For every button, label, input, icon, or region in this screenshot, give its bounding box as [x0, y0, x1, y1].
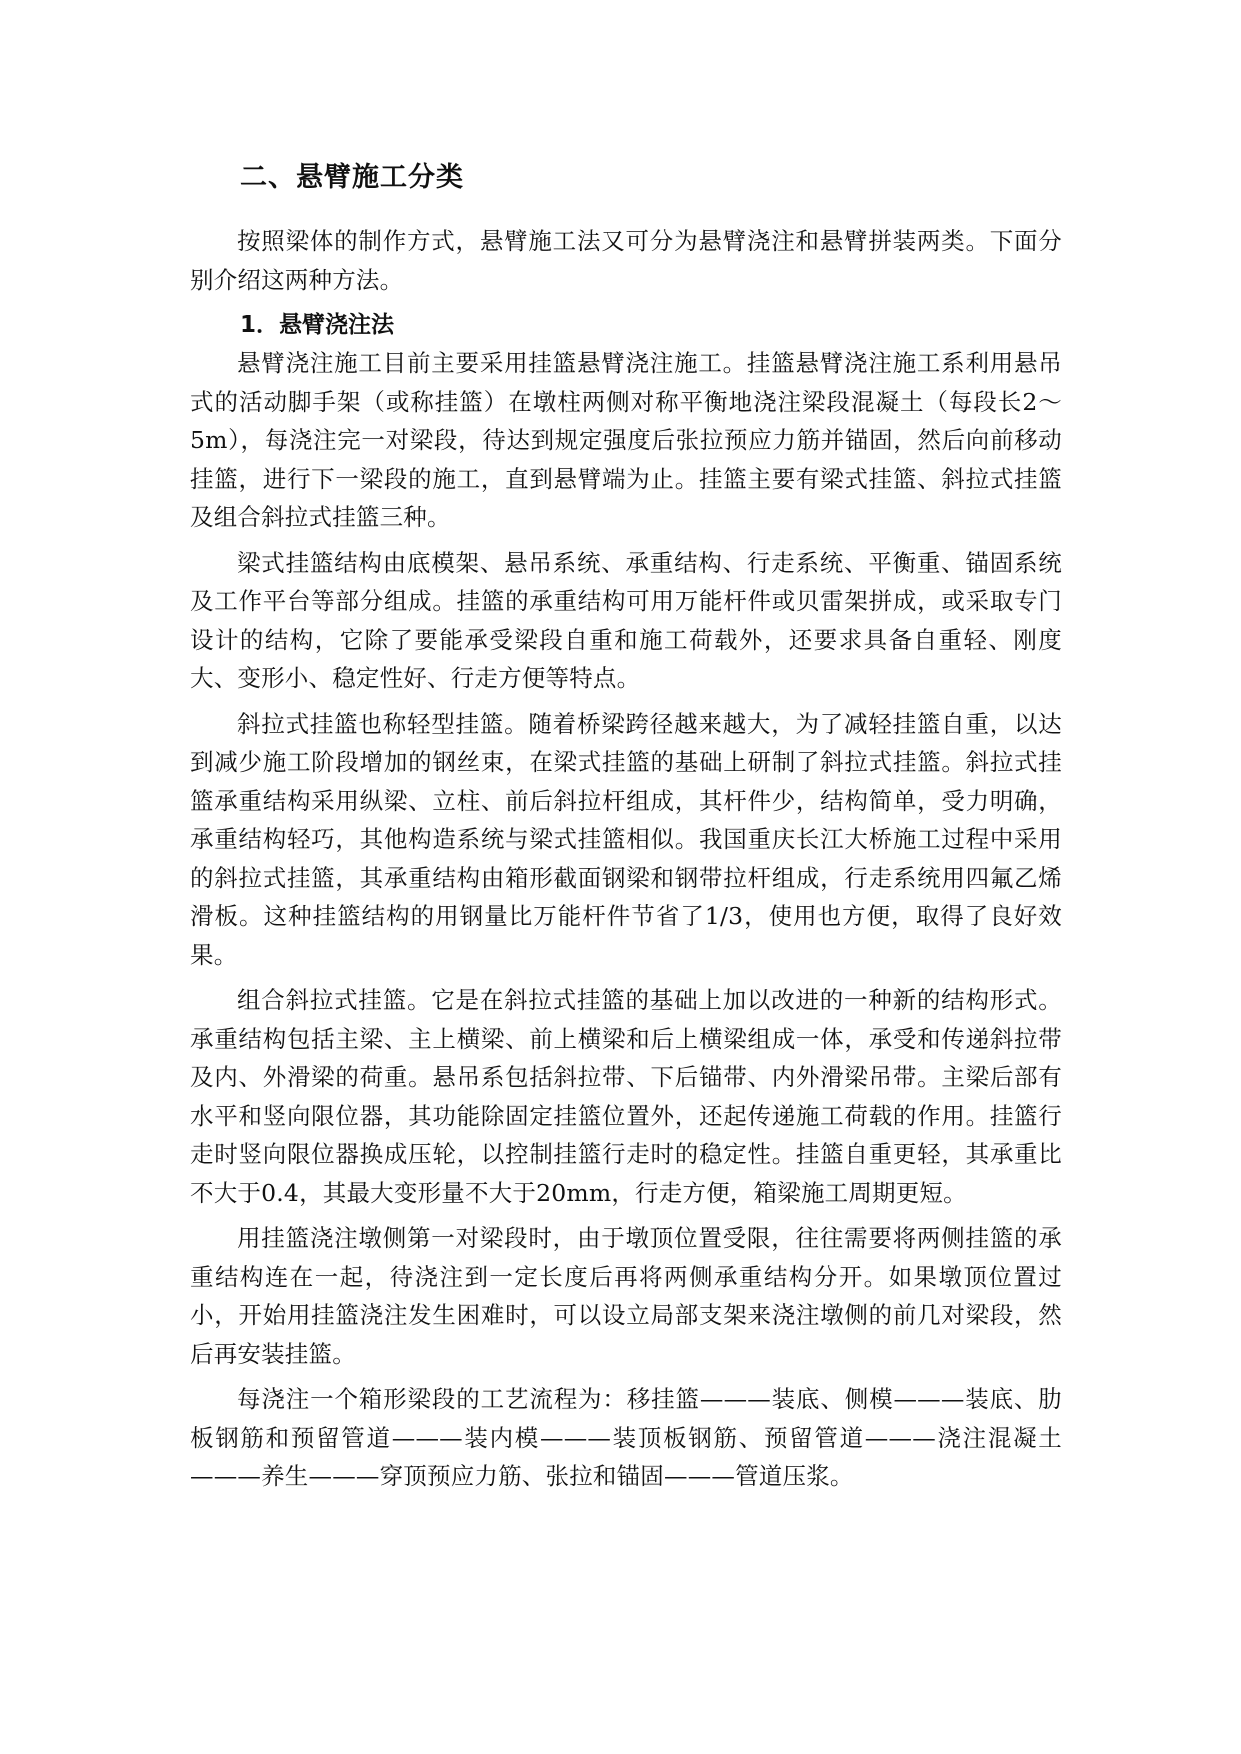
subsection-title: 1．悬臂浇注法 [240, 312, 395, 338]
paragraph-combined-basket: 组合斜拉式挂篮。它是在斜拉式挂篮的基础上加以改进的一种新的结构形式。承重结构包括主梁、主上横梁、前上横梁和后上横梁组成一体，承受和传递斜拉带及内、外滑梁的荷重。悬吊系包括斜拉带、下后锚带、内外滑梁吊带。主梁后部有水平和竖向限位器，其功能除固定挂篮位置外，还起传递施工荷载的作用。挂篮行走时竖向限位器换成压轮，以控制挂篮行走时的稳定性。挂篮自重更轻，其承重比不大于0.4，其最大变形量不大于20mm，行走方便，箱梁施工周期更短。 [190, 986, 1062, 1207]
paragraph-process-flow: 每浇注一个箱形梁段的工艺流程为：移挂篮———装底、侧模———装底、肋板钢筋和预留管道———装内模———装顶板钢筋、预留管道———浇注混凝土———养生———穿顶预应力筋、张拉和锚固———管道压浆。 [190, 1385, 1062, 1490]
intro-paragraph: 按照梁体的制作方式，悬臂施工法又可分为悬臂浇注和悬臂拼装两类。下面分别介绍这两种方法。 [190, 227, 1062, 294]
paragraph-cantilever-casting: 悬臂浇注施工目前主要采用挂篮悬臂浇注施工。挂篮悬臂浇注施工系利用悬吊式的活动脚手架（或称挂篮）在墩柱两侧对称平衡地浇注梁段混凝土（每段长2～5m），每浇注完一对梁段，待达到规定强度后张拉预应力筋并锚固，然后向前移动挂篮，进行下一梁段的施工，直到悬臂端为止。挂篮主要有梁式挂篮、斜拉式挂篮及组合斜拉式挂篮三种。 [190, 349, 1062, 531]
paragraph-cable-stayed-basket: 斜拉式挂篮也称轻型挂篮。随着桥梁跨径越来越大，为了减轻挂篮自重，以达到减少施工阶段增加的钢丝束，在梁式挂篮的基础上研制了斜拉式挂篮。斜拉式挂篮承重结构采用纵梁、立柱、前后斜拉杆组成，其杆件少，结构简单，受力明确，承重结构轻巧，其他构造系统与梁式挂篮相似。我国重庆长江大桥施工过程中采用的斜拉式挂篮，其承重结构由箱形截面钢梁和钢带拉杆组成，行走系统用四氟乙烯滑板。这种挂篮结构的用钢量比万能杆件节省了1/3，使用也方便，取得了良好效果。 [190, 709, 1062, 969]
section-title: 二、悬臂施工分类 [240, 162, 464, 193]
paragraph-first-segment: 用挂篮浇注墩侧第一对梁段时，由于墩顶位置受限，往往需要将两侧挂篮的承重结构连在一起，待浇注到一定长度后再将两侧承重结构分开。如果墩顶位置过小，开始用挂篮浇注发生困难时，可以设立局部支架来浇注墩侧的前几对梁段，然后再安装挂篮。 [190, 1224, 1062, 1368]
document-page [190, 158, 1062, 1503]
paragraph-beam-type-basket: 梁式挂篮结构由底模架、悬吊系统、承重结构、行走系统、平衡重、锚固系统及工作平台等部分组成。挂篮的承重结构可用万能杆件或贝雷架拼成，或采取专门设计的结构，它除了要能承受梁段自重和施工荷载外，还要求具备自重轻、刚度大、变形小、稳定性好、行走方便等特点。 [190, 548, 1062, 692]
